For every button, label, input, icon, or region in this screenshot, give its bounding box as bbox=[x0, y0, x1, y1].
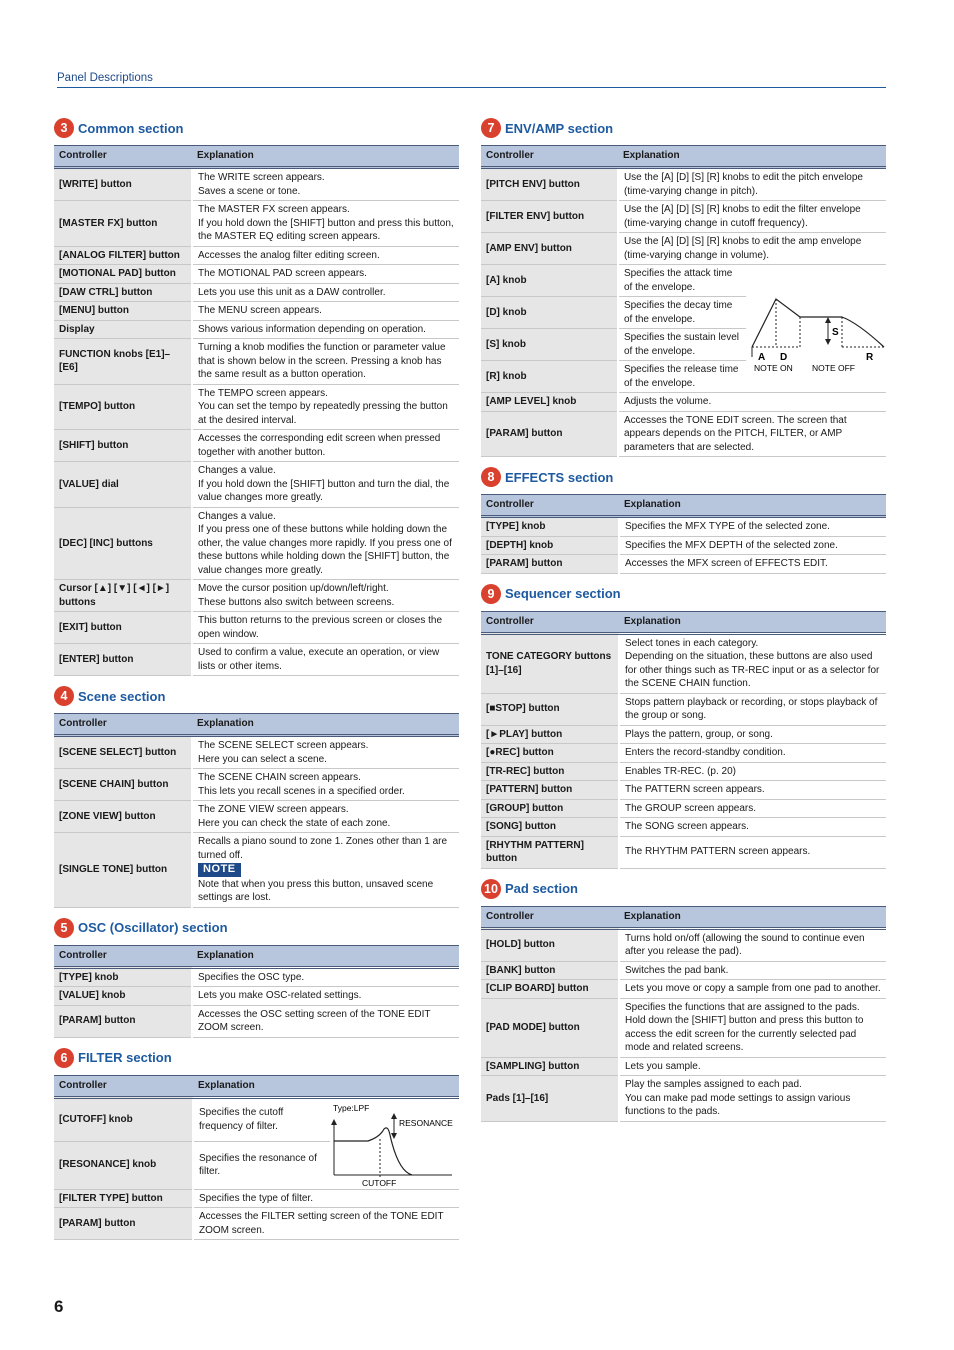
effects-section bbox=[481, 467, 886, 574]
explanation-cell: Accesses the OSC setting screen of the TONE EDIT ZOOM screen. bbox=[192, 1005, 459, 1037]
common-section bbox=[54, 118, 459, 676]
sustain-arrow-down bbox=[825, 339, 831, 345]
explanation-cell: Switches the pad bank. bbox=[619, 961, 886, 980]
table-row bbox=[54, 987, 459, 1006]
controller-cell: TONE CATEGORY buttons [1]–[16] bbox=[481, 633, 619, 693]
controller-cell: [RHYTHM PATTERN] button bbox=[481, 836, 619, 868]
controller-cell: [S] knob bbox=[481, 329, 618, 361]
decay-label: D bbox=[779, 351, 788, 363]
osc-section bbox=[54, 918, 459, 1038]
table-row bbox=[481, 411, 886, 457]
filter-type-label: Type:LPF bbox=[333, 1102, 370, 1113]
filter-section bbox=[54, 1048, 459, 1241]
section-heading bbox=[54, 1048, 459, 1068]
controller-cell: [HOLD] button bbox=[481, 928, 619, 961]
controller-cell: [GROUP] button bbox=[481, 799, 619, 818]
section-heading bbox=[481, 584, 886, 604]
table-row bbox=[54, 612, 459, 644]
explanation-cell: Specifies the sustain level of the envelope. bbox=[618, 329, 746, 361]
explanation-cell: The SONG screen appears. bbox=[619, 818, 886, 837]
controller-cell: [PARAM] button bbox=[54, 1208, 193, 1240]
section-number: 3 bbox=[54, 118, 74, 138]
explanation-cell: The ZONE VIEW screen appears. Here you can check the state of each zone. bbox=[192, 801, 459, 833]
table-row bbox=[54, 339, 459, 385]
col-controller: Controller bbox=[481, 611, 619, 633]
col-explanation: Explanation bbox=[618, 146, 886, 168]
page-header bbox=[57, 68, 886, 88]
section-heading bbox=[481, 467, 886, 487]
section-title: Common section bbox=[78, 120, 184, 136]
explanation-cell: Specifies the MFX DEPTH of the selected zone. bbox=[619, 536, 886, 555]
section-title: Scene section bbox=[78, 688, 166, 704]
note-off-label: NOTE OFF bbox=[811, 362, 855, 373]
table-row bbox=[481, 928, 886, 961]
table-row bbox=[54, 833, 459, 908]
explanation-cell: Changes a value. If you press one of these buttons while holding down the other, the value changes more rapidly. If you press one of these buttons while holding down the [SHIFT] button, the value changes more greatly. bbox=[192, 507, 459, 580]
controller-cell: [SCENE CHAIN] button bbox=[54, 769, 192, 801]
section-title: Sequencer section bbox=[505, 586, 621, 601]
explanation-cell: Lets you make OSC-related settings. bbox=[192, 987, 459, 1006]
section-number: 6 bbox=[54, 1048, 74, 1068]
controller-cell: [ANALOG FILTER] button bbox=[54, 246, 192, 265]
controller-cell: [PARAM] button bbox=[54, 1005, 192, 1037]
envelope-diagram-cell bbox=[746, 265, 886, 393]
controller-cell: [ZONE VIEW] button bbox=[54, 801, 192, 833]
explanation-cell: The SCENE CHAIN screen appears. This lets you recall scenes in a specified order. bbox=[192, 769, 459, 801]
note-on-label: NOTE ON bbox=[753, 362, 793, 373]
explanation-cell: Specifies the resonance of filter. bbox=[193, 1141, 330, 1189]
table-row bbox=[54, 967, 459, 987]
controller-cell: [DEC] [INC] buttons bbox=[54, 507, 192, 580]
explanation-cell: Lets you use this unit as a DAW controller. bbox=[192, 283, 459, 302]
controller-cell: Cursor [▲] [▼] [◄] [►] buttons bbox=[54, 580, 192, 612]
explanation-cell: Specifies the cutoff frequency of filter. bbox=[193, 1097, 330, 1141]
attack-label: A bbox=[757, 351, 766, 363]
table-row bbox=[481, 744, 886, 763]
effects-table bbox=[481, 494, 886, 574]
controller-cell: [VALUE] knob bbox=[54, 987, 192, 1006]
controller-cell: [FILTER ENV] button bbox=[481, 201, 618, 233]
controller-cell: FUNCTION knobs [E1]–[E6] bbox=[54, 339, 192, 385]
controller-cell: [SCENE SELECT] button bbox=[54, 736, 192, 769]
section-heading bbox=[54, 686, 459, 706]
table-row bbox=[54, 246, 459, 265]
explanation-cell: Turning a knob modifies the function or parameter value that is shown below in the screen. Pressing a knob has the same result as a button operation. bbox=[192, 339, 459, 385]
explanation-cell: Accesses the corresponding edit screen when pressed together with another button. bbox=[192, 430, 459, 462]
explanation-cell: The SCENE SELECT screen appears. Here you can select a scene. bbox=[192, 736, 459, 769]
controller-cell: [MASTER FX] button bbox=[54, 201, 192, 247]
explanation-text: Recalls a piano sound to zone 1. Zones other than 1 are turned off. bbox=[198, 836, 448, 861]
controller-cell: [●REC] button bbox=[481, 744, 619, 763]
controller-cell: [VALUE] dial bbox=[54, 462, 192, 508]
table-row bbox=[54, 1189, 459, 1208]
controller-cell: [ENTER] button bbox=[54, 644, 192, 676]
explanation-cell: Accesses the FILTER setting screen of the TONE EDIT ZOOM screen. bbox=[193, 1208, 459, 1240]
explanation-cell: The PATTERN screen appears. bbox=[619, 781, 886, 800]
controller-cell: [EXIT] button bbox=[54, 612, 192, 644]
explanation-cell: The RHYTHM PATTERN screen appears. bbox=[619, 836, 886, 868]
explanation-cell: Turns hold on/off (allowing the sound to continue even after you release the pad). bbox=[619, 928, 886, 961]
filter-diagram-cell bbox=[330, 1097, 459, 1189]
controller-cell: [WRITE] button bbox=[54, 168, 192, 201]
col-controller: Controller bbox=[54, 945, 192, 967]
controller-cell: [SHIFT] button bbox=[54, 430, 192, 462]
explanation-cell: Stops pattern playback or recording, or stops playback of the group or song. bbox=[619, 693, 886, 725]
controller-cell: [TYPE] knob bbox=[481, 517, 619, 537]
table-row bbox=[481, 536, 886, 555]
section-number: 7 bbox=[481, 118, 501, 138]
explanation-cell: Specifies the OSC type. bbox=[192, 967, 459, 987]
explanation-cell: Lets you move or copy a sample from one pad to another. bbox=[619, 980, 886, 999]
explanation-cell: The GROUP screen appears. bbox=[619, 799, 886, 818]
table-row bbox=[481, 1057, 886, 1076]
controller-cell: [CLIP BOARD] button bbox=[481, 980, 619, 999]
explanation-cell: Play the samples assigned to each pad. You can make pad mode settings to assign various functions to the pads. bbox=[619, 1076, 886, 1122]
explanation-cell bbox=[192, 833, 459, 908]
table-row bbox=[54, 168, 459, 201]
table-row bbox=[54, 801, 459, 833]
resonance-label: RESONANCE bbox=[399, 1117, 453, 1128]
section-title: EFFECTS section bbox=[505, 469, 614, 485]
table-row bbox=[54, 644, 459, 676]
explanation-cell: Enters the record-standby condition. bbox=[619, 744, 886, 763]
explanation-cell: Used to confirm a value, execute an operation, or view lists or other items. bbox=[192, 644, 459, 676]
controller-cell: [DEPTH] knob bbox=[481, 536, 619, 555]
table-row bbox=[481, 762, 886, 781]
controller-cell: Display bbox=[54, 320, 192, 339]
explanation-cell: This button returns to the previous screen or closes the open window. bbox=[192, 612, 459, 644]
section-heading bbox=[481, 879, 886, 899]
controller-cell: [RESONANCE] knob bbox=[54, 1141, 193, 1189]
scene-table bbox=[54, 713, 459, 908]
table-row bbox=[54, 265, 459, 284]
controller-cell: [TR-REC] button bbox=[481, 762, 619, 781]
table-row bbox=[54, 201, 459, 247]
note-text: Note that when you press this button, unsaved scene settings are lost. bbox=[198, 878, 434, 903]
col-controller: Controller bbox=[54, 146, 192, 168]
explanation-cell: Accesses the MFX screen of EFFECTS EDIT. bbox=[619, 555, 886, 574]
filter-curve-diagram bbox=[330, 1099, 458, 1189]
header-title: Panel Descriptions bbox=[57, 72, 153, 84]
section-title: Pad section bbox=[505, 881, 578, 896]
table-row bbox=[481, 393, 886, 412]
col-controller: Controller bbox=[54, 1075, 193, 1097]
table-row bbox=[54, 1097, 459, 1141]
controller-cell: [PARAM] button bbox=[481, 555, 619, 574]
table-row bbox=[54, 302, 459, 321]
envelope-diagram bbox=[746, 283, 886, 375]
controller-cell: [■STOP] button bbox=[481, 693, 619, 725]
section-title: FILTER section bbox=[78, 1050, 172, 1065]
explanation-cell: Changes a value. If you hold down the [SHIFT] button and turn the dial, the value changes more greatly. bbox=[192, 462, 459, 508]
section-title: OSC (Oscillator) section bbox=[78, 920, 228, 935]
controller-cell: [PATTERN] button bbox=[481, 781, 619, 800]
table-row bbox=[54, 320, 459, 339]
explanation-cell: Specifies the type of filter. bbox=[193, 1189, 459, 1208]
explanation-cell: Use the [A] [D] [S] [R] knobs to edit the pitch envelope (time-varying change in pitch). bbox=[618, 168, 886, 201]
section-number: 5 bbox=[54, 918, 74, 938]
sequencer-table bbox=[481, 611, 886, 869]
sustain-label: S bbox=[831, 326, 839, 338]
col-controller: Controller bbox=[54, 714, 192, 736]
envelope-curve bbox=[752, 299, 884, 347]
explanation-cell: The MOTIONAL PAD screen appears. bbox=[192, 265, 459, 284]
controller-cell: [BANK] button bbox=[481, 961, 619, 980]
controller-cell: [PAD MODE] button bbox=[481, 998, 619, 1057]
section-number: 10 bbox=[481, 879, 501, 899]
col-explanation: Explanation bbox=[193, 1075, 459, 1097]
scene-section bbox=[54, 686, 459, 908]
table-row bbox=[54, 384, 459, 430]
controller-cell: [TEMPO] button bbox=[54, 384, 192, 430]
section-heading bbox=[481, 118, 886, 138]
pad-table bbox=[481, 906, 886, 1122]
table-row bbox=[481, 781, 886, 800]
controller-cell: [R] knob bbox=[481, 361, 618, 393]
table-row bbox=[481, 980, 886, 999]
table-row bbox=[481, 998, 886, 1057]
note-badge: NOTE bbox=[198, 863, 241, 877]
filter-table bbox=[54, 1075, 459, 1241]
y-axis-arrow bbox=[331, 1119, 337, 1125]
explanation-cell: Use the [A] [D] [S] [R] knobs to edit the amp envelope (time-varying change in volume). bbox=[618, 233, 886, 265]
table-row bbox=[481, 836, 886, 868]
sequencer-section bbox=[481, 584, 886, 869]
table-row bbox=[481, 265, 886, 297]
controller-cell: [MENU] button bbox=[54, 302, 192, 321]
controller-cell: [AMP LEVEL] knob bbox=[481, 393, 618, 412]
table-row bbox=[54, 580, 459, 612]
table-row bbox=[481, 725, 886, 744]
env-amp-section bbox=[481, 118, 886, 457]
explanation-cell: Adjusts the volume. bbox=[618, 393, 886, 412]
filter-curve bbox=[334, 1127, 412, 1174]
controller-cell: [CUTOFF] knob bbox=[54, 1097, 193, 1141]
controller-cell: [TYPE] knob bbox=[54, 967, 192, 987]
table-row bbox=[481, 233, 886, 265]
col-explanation: Explanation bbox=[192, 146, 459, 168]
col-controller: Controller bbox=[481, 495, 619, 517]
common-table bbox=[54, 145, 459, 676]
release-label: R bbox=[865, 351, 874, 363]
section-number: 8 bbox=[481, 467, 501, 487]
controller-cell: [PARAM] button bbox=[481, 411, 618, 457]
section-number: 9 bbox=[481, 584, 501, 604]
explanation-cell: Specifies the attack time of the envelope. bbox=[618, 265, 746, 297]
section-heading bbox=[54, 118, 459, 138]
explanation-cell: The MENU screen appears. bbox=[192, 302, 459, 321]
table-row bbox=[54, 507, 459, 580]
controller-cell: [DAW CTRL] button bbox=[54, 283, 192, 302]
table-row bbox=[481, 168, 886, 201]
cutoff-label: CUTOFF bbox=[362, 1177, 397, 1188]
controller-cell: [FILTER TYPE] button bbox=[54, 1189, 193, 1208]
section-title: ENV/AMP section bbox=[505, 120, 614, 136]
explanation-cell: Specifies the decay time of the envelope. bbox=[618, 297, 746, 329]
table-row bbox=[481, 693, 886, 725]
osc-table bbox=[54, 945, 459, 1038]
explanation-cell: The WRITE screen appears. Saves a scene or tone. bbox=[192, 168, 459, 201]
table-row bbox=[481, 799, 886, 818]
col-explanation: Explanation bbox=[619, 906, 886, 928]
resonance-arrow-up bbox=[391, 1113, 397, 1119]
controller-cell: [SINGLE TONE] button bbox=[54, 833, 192, 908]
table-row bbox=[481, 201, 886, 233]
explanation-cell: The MASTER FX screen appears. If you hold down the [SHIFT] button and press this button, the MASTER EQ editing screen appears. bbox=[192, 201, 459, 247]
explanation-cell: Specifies the MFX TYPE of the selected zone. bbox=[619, 517, 886, 537]
explanation-cell: Use the [A] [D] [S] [R] knobs to edit the filter envelope (time-varying change in cutoff frequency). bbox=[618, 201, 886, 233]
resonance-arrow-down bbox=[391, 1133, 397, 1139]
col-explanation: Explanation bbox=[192, 945, 459, 967]
controller-cell: Pads [1]–[16] bbox=[481, 1076, 619, 1122]
explanation-cell: Specifies the release time of the envelope. bbox=[618, 361, 746, 393]
page-number: 6 bbox=[54, 1297, 64, 1316]
explanation-cell: Accesses the analog filter editing screen. bbox=[192, 246, 459, 265]
pad-section bbox=[481, 879, 886, 1122]
controller-cell: [SONG] button bbox=[481, 818, 619, 837]
col-controller: Controller bbox=[481, 906, 619, 928]
explanation-cell: The TEMPO screen appears. You can set the tempo by repeatedly pressing the button at the desired interval. bbox=[192, 384, 459, 430]
controller-cell: [►PLAY] button bbox=[481, 725, 619, 744]
sustain-arrow-up bbox=[825, 317, 831, 323]
explanation-cell: Select tones in each category. Depending on the situation, these buttons are also used for other things such as TR-REC input or as a selector for the SCENE CHAIN function. bbox=[619, 633, 886, 693]
table-row bbox=[481, 555, 886, 574]
col-controller: Controller bbox=[481, 146, 618, 168]
env-amp-table bbox=[481, 145, 886, 457]
table-row bbox=[54, 769, 459, 801]
controller-cell: [AMP ENV] button bbox=[481, 233, 618, 265]
explanation-cell: Move the cursor position up/down/left/right. These buttons also switch between screens. bbox=[192, 580, 459, 612]
explanation-cell: Lets you sample. bbox=[619, 1057, 886, 1076]
table-row bbox=[481, 961, 886, 980]
table-row bbox=[54, 1005, 459, 1037]
controller-cell: [PITCH ENV] button bbox=[481, 168, 618, 201]
table-row bbox=[481, 633, 886, 693]
controller-cell: [A] knob bbox=[481, 265, 618, 297]
table-row bbox=[54, 430, 459, 462]
table-row bbox=[54, 736, 459, 769]
explanation-cell: Specifies the functions that are assigned to the pads. Hold down the [SHIFT] button and press this button to access the edit screen for the currently selected pad mode and related screens. bbox=[619, 998, 886, 1057]
table-row bbox=[54, 462, 459, 508]
table-row bbox=[54, 283, 459, 302]
controller-cell: [MOTIONAL PAD] button bbox=[54, 265, 192, 284]
col-explanation: Explanation bbox=[192, 714, 459, 736]
section-number: 4 bbox=[54, 686, 74, 706]
col-explanation: Explanation bbox=[619, 611, 886, 633]
col-explanation: Explanation bbox=[619, 495, 886, 517]
explanation-cell: Plays the pattern, group, or song. bbox=[619, 725, 886, 744]
explanation-cell: Shows various information depending on operation. bbox=[192, 320, 459, 339]
left-column bbox=[54, 118, 459, 1250]
table-row bbox=[481, 517, 886, 537]
table-row bbox=[481, 1076, 886, 1122]
table-row bbox=[54, 1208, 459, 1240]
right-column bbox=[481, 118, 886, 1132]
explanation-cell: Accesses the TONE EDIT screen. The screen that appears depends on the PITCH, FILTER, or AMP parameters that are selected. bbox=[618, 411, 886, 457]
explanation-cell: Enables TR-REC. (p. 20) bbox=[619, 762, 886, 781]
section-heading bbox=[54, 918, 459, 938]
controller-cell: [SAMPLING] button bbox=[481, 1057, 619, 1076]
table-row bbox=[481, 818, 886, 837]
controller-cell: [D] knob bbox=[481, 297, 618, 329]
